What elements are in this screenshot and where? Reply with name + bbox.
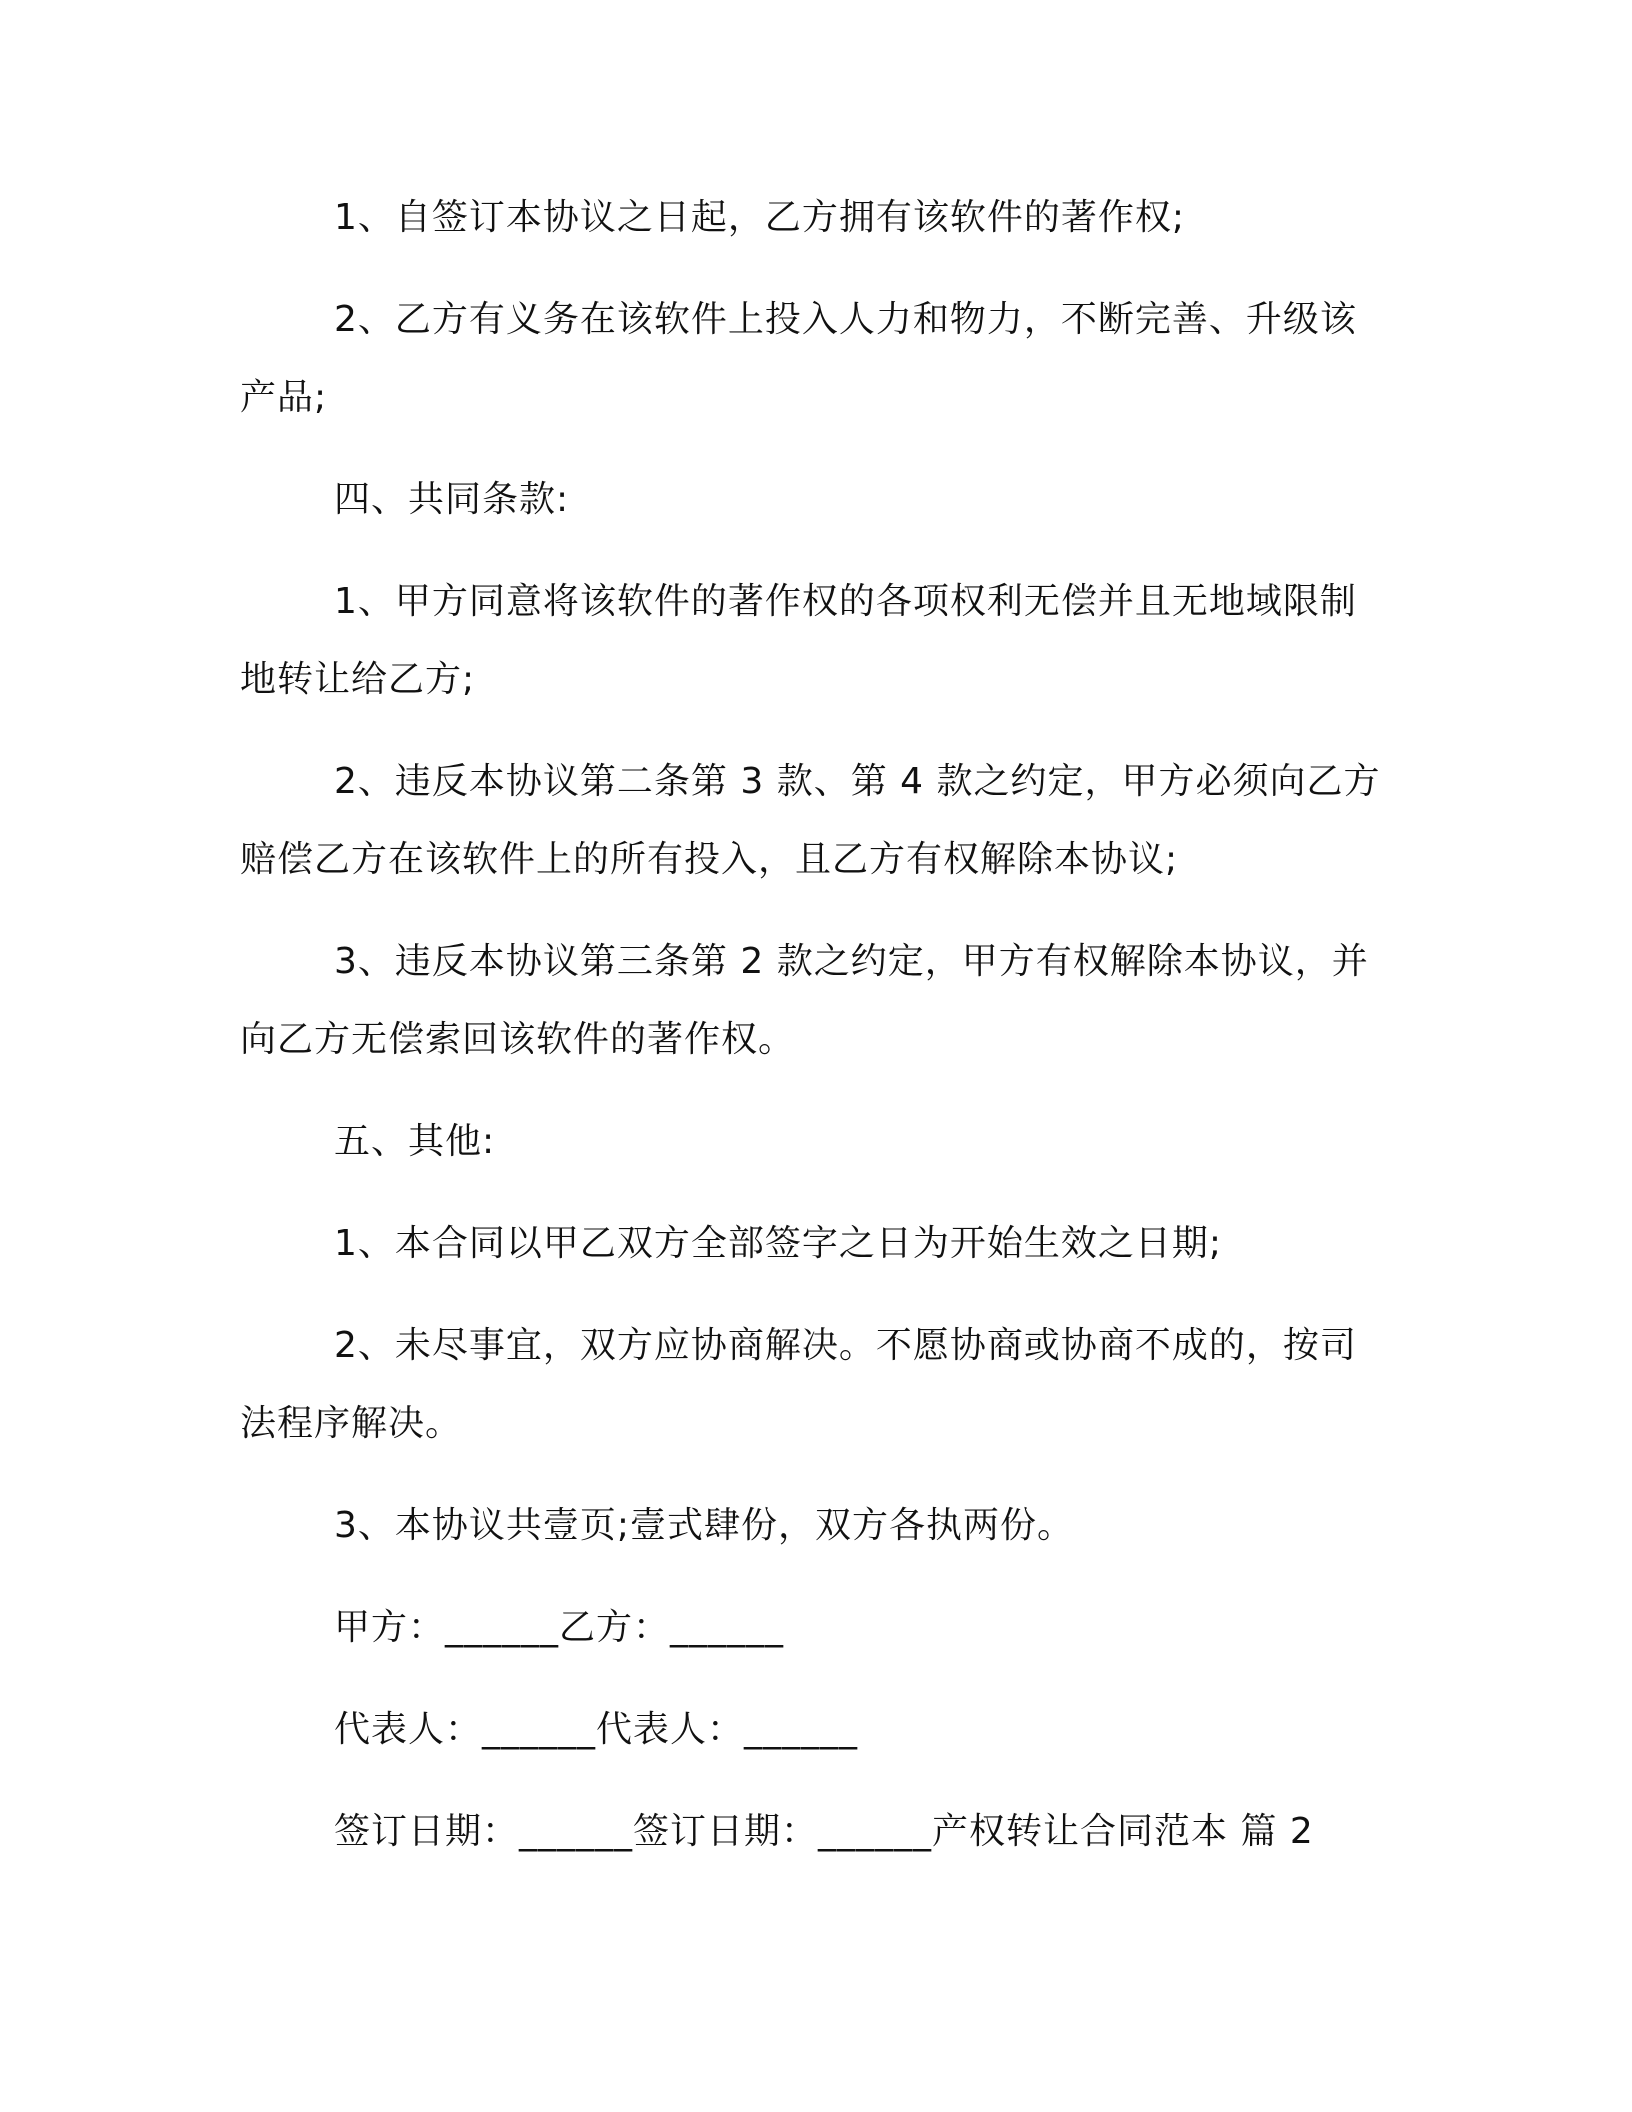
other-clause-3-text: 3、本协议共壹页;壹式肆份，双方各执两份。 <box>334 1505 1075 1546</box>
signature-dates-line: 签订日期：______签订日期：______产权转让合同范本 篇 2 <box>334 1811 1314 1852</box>
clause-2-line-2: 产品; <box>240 377 328 418</box>
common-clause-2-line-1: 2、违反本协议第二条第 3 款、第 4 款之约定，甲方必须向乙方 <box>334 761 1381 802</box>
clause-2-line-1: 2、乙方有义务在该软件上投入人力和物力，不断完善、升级该 <box>334 299 1357 340</box>
other-clause-1-text: 1、本合同以甲乙双方全部签字之日为开始生效之日期; <box>334 1223 1223 1264</box>
common-clause-2-line-2: 赔偿乙方在该软件上的所有投入，且乙方有权解除本协议; <box>240 839 1179 880</box>
clause-1-text: 1、自签订本协议之日起，乙方拥有该软件的著作权; <box>334 197 1186 238</box>
signature-parties-line: 甲方：______乙方：______ <box>334 1607 785 1648</box>
other-clause-2-line-2: 法程序解决。 <box>240 1403 463 1444</box>
section-4-heading: 四、共同条款: <box>334 479 570 520</box>
signature-representatives-line: 代表人：______代表人：______ <box>334 1709 859 1750</box>
other-clause-2-line-1: 2、未尽事宜，双方应协商解决。不愿协商或协商不成的，按司 <box>334 1325 1357 1366</box>
common-clause-3-line-2: 向乙方无偿索回该软件的著作权。 <box>240 1019 796 1060</box>
common-clause-1-line-1: 1、甲方同意将该软件的著作权的各项权利无偿并且无地域限制 <box>334 581 1357 622</box>
common-clause-1-line-2: 地转让给乙方; <box>240 659 476 700</box>
common-clause-3-line-1: 3、违反本协议第三条第 2 款之约定，甲方有权解除本协议，并 <box>334 941 1369 982</box>
section-5-heading: 五、其他: <box>334 1121 496 1162</box>
